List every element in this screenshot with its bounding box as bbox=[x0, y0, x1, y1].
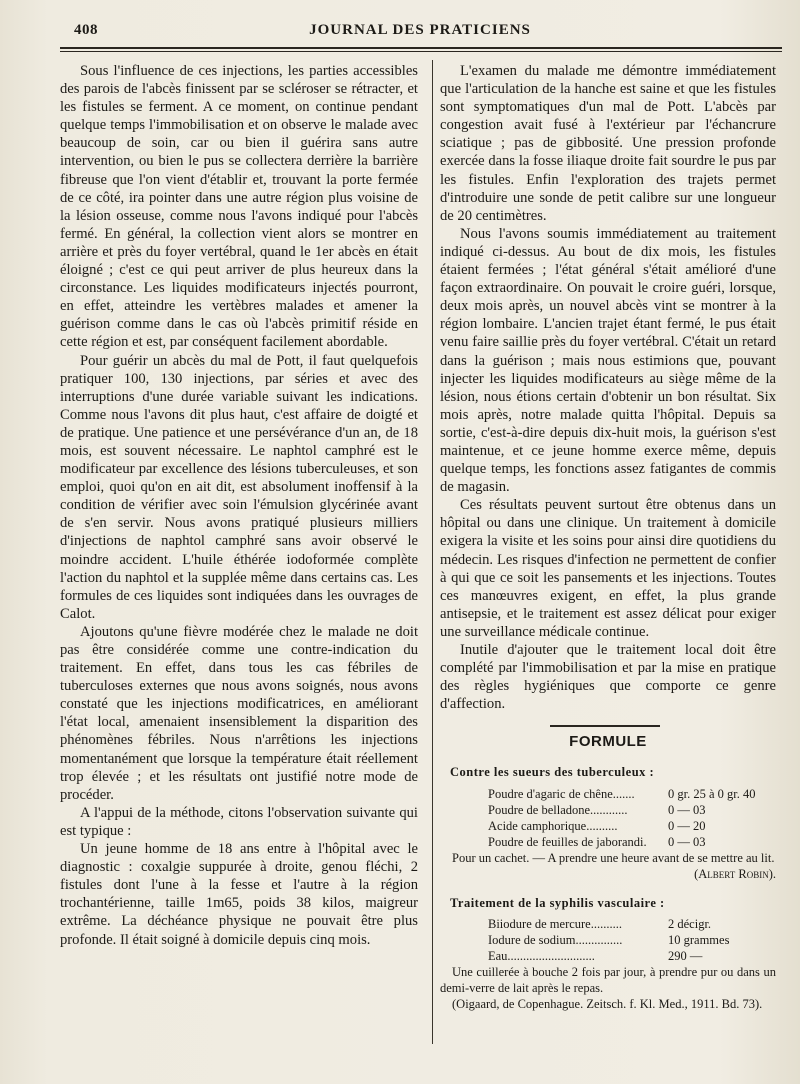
prescription-row bbox=[440, 786, 776, 802]
page-header bbox=[60, 22, 780, 46]
formula-title: FORMULE bbox=[569, 733, 647, 751]
ingredient-name: Biiodure de mercure.......... bbox=[488, 916, 622, 931]
paragraph: Nous l'avons soumis immédiatement au traitement indiqué ci-dessus. Au bout de dix mois, les fistules étaient fermées ; l'état général s'était amélioré d'une façon extraordinaire. On pouvait le croire guéri, lorsque, deux mois après, un nouvel abcès vint se montrer à la région lombaire. L'ancien trajet étant fermé, le pus était venu faire saillie près du foyer vertébral. C'était un retard dans la guérison ; mais nous estimions que, pouvant injecter les liquides modificateurs au siège même de la lésion, nous étions certain d'obtenir un bon résultat. Six mois après, notre malade quitta l'hôpital. Depuis sa sortie, c'est-à-dire depuis dix-huit mois, la guérison s'est maintenue, et ce jeune homme exerce même, depuis quelque temps, les fonctions assez fatigantes de commis de magasin. bbox=[440, 225, 776, 496]
formula-heading: Contre les sueurs des tuberculeux : bbox=[450, 765, 655, 780]
paragraph: Pour guérir un abcès du mal de Pott, il faut quelquefois pratiquer 100, 130 injections, par séries et avec des interruptions d'une durée variable suivant les indications. Comme nous l'avons dit plus haut, c'est affaire de doigté et de pratique. Une patience et une persévérance d'un an, de 18 mois, est souvent nécessaire. Le naphtol camphré est le modificateur par excellence des lésions tuberculeuses, et son emploi, quoi qu'on en ait dit, est absolument inoffensif à la condition de vérifier avec soin l'émulsion glycérinée avant de s'en servir. Nous avons pratiqué plusieurs milliers d'injections de naphtol camphré sans avoir observé le moindre accident. L'huile éthérée iodoformée complète l'action du naphtol et la supplée même dans certains cas. Les formules de ces liquides sont indiquées dans les ouvrages de Calot. bbox=[60, 352, 418, 622]
ingredient-dose: 0 — 20 bbox=[668, 818, 706, 833]
ingredient-name: Poudre de feuilles de jaborandi. bbox=[488, 834, 647, 849]
paragraph: Un jeune homme de 18 ans entre à l'hôpital avec le diagnostic : coxalgie suppurée à droite, genou fléchi, 2 fistules dont l'une à la fesse et l'autre à la région trochantérienne, taille 1m65, poids 38 kilos, maigreur extrême. La déchéance physique ne pouvait être plus profonde. Il était soigné à domicile depuis cinq mois. bbox=[60, 841, 418, 948]
paragraph: Ajoutons qu'une fièvre modérée chez le malade ne doit pas être considérée comme une contre-indication du traitement. En effet, dans tous les cas fébriles de tuberculoses externes que nous avons soignés, nous avons constaté que les injections modificatrices, en améliorant l'état local, amenaient insensiblement la disparition des phénomènes fébriles. Nous n'arrêtions les injections momentanément que lorsque la température était réellement trop élevée ; et les résultats ont justifié notre mode de procéder. bbox=[60, 623, 418, 803]
paragraph: Inutile d'ajouter que le traitement local doit être complété par l'immobilisation et par la mise en pratique des règles hygiéniques que comporte ce genre d'affection. bbox=[440, 642, 776, 713]
right-column bbox=[440, 62, 776, 1012]
prescription-list bbox=[440, 916, 776, 964]
running-title: JOURNAL DES PRATICIENS bbox=[309, 22, 531, 38]
ingredient-dose: 0 — 03 bbox=[668, 802, 706, 817]
prescription-row bbox=[440, 818, 776, 834]
ingredient-dose: 2 décigr. bbox=[668, 916, 712, 931]
prescription-row bbox=[440, 834, 776, 850]
page-number: 408 bbox=[74, 22, 98, 38]
prescription-row bbox=[440, 802, 776, 818]
prescription-list bbox=[440, 786, 776, 850]
prescription-row bbox=[440, 948, 776, 964]
ingredient-name: Eau............................ bbox=[488, 948, 595, 963]
prescription-note: Pour un cachet. — A prendre une heure avant de se mettre au lit. bbox=[452, 850, 775, 865]
prescription-citation: (Oigaard, de Copenhague. Zeitsch. f. Kl. Med., 1911. Bd. 73). bbox=[452, 996, 763, 1011]
left-column bbox=[60, 62, 418, 949]
column-divider bbox=[432, 60, 433, 1044]
prescription-note: Une cuillerée à bouche 2 fois par jour, à prendre pur ou dans un demi-verre de lait après le repas. bbox=[440, 964, 776, 995]
ingredient-dose: 290 — bbox=[668, 948, 703, 963]
formula-heading: Traitement de la syphilis vasculaire : bbox=[450, 895, 665, 910]
ingredient-name: Poudre de belladone............ bbox=[488, 802, 628, 817]
paragraph: A l'appui de la méthode, citons l'observation suivante qui est typique : bbox=[60, 804, 418, 839]
paragraph: Ces résultats peuvent surtout être obtenus dans un hôpital ou dans une clinique. Un traitement à domicile exigera la visite et les soins pour ainsi dire quotidiens du médecin. Les risques d'infection ne permettent de confier à qui que ce soit les pansements et les injections. Toutes ces manœuvres exigent, en effet, la plus grande antisepsie, et le traitement est assez délicat pour exiger une surveillance médicale continue. bbox=[440, 497, 776, 640]
prescription-source: (Albert Robin). bbox=[694, 866, 776, 881]
paragraph: L'examen du malade me démontre immédiatement que l'articulation de la hanche est saine et que les fistules sont symptomatiques d'un mal de Pott. L'abcès par congestion avait fusé à l'extérieur par l'échancrure sciatique ; pas de gibbosité. Une pression profonde exercée dans la fosse iliaque droite fait sourdre le pus par les fistules. Enfin l'exploration des trajets permet d'introduire une sonde de petit calibre sur une longueur de 20 centimètres. bbox=[440, 63, 776, 224]
ingredient-name: Acide camphorique.......... bbox=[488, 818, 618, 833]
formula-rule bbox=[550, 725, 660, 727]
ingredient-dose: 0 gr. 25 à 0 gr. 40 bbox=[668, 786, 756, 801]
ingredient-name: Poudre d'agaric de chêne....... bbox=[488, 786, 635, 801]
header-rule-thin bbox=[60, 51, 782, 52]
prescription-row bbox=[440, 932, 776, 948]
ingredient-name: Iodure de sodium............... bbox=[488, 932, 623, 947]
ingredient-dose: 10 grammes bbox=[668, 932, 730, 947]
paragraph: Sous l'influence de ces injections, les parties accessibles des parois de l'abcès finissent par se scléroser se rétracter, et les fistules se ferment. A ce moment, on continue pendant quelque temps l'immobilisation et on observe le malade avec beaucoup de soin, car ou bien il guérira sans autre intervention, ou bien le pus se collectera derrière la barrière fibreuse que l'on vient d'établir et, trouvant la porte fermée de ce côté, ira pointer dans une autre région plus voisine de la lésion osseuse, comme nous l'avons indiqué pour l'abcès fermé. En général, la collection vient alors se montrer en arrière et près du foyer vertébral, quand le 1er abcès en était éloigné ; c'est ce qui peut arriver de plus heureux dans la circonstance. Les liquides modificateurs injectés pourront, en effet, atteindre les vertèbres malades et amener la guérison comme dans le cas où l'abcès primitif réside en cette région et est, par conséquent facilement abordable. bbox=[60, 63, 418, 351]
header-rule bbox=[60, 47, 782, 49]
prescription-row bbox=[440, 916, 776, 932]
ingredient-dose: 0 — 03 bbox=[668, 834, 706, 849]
